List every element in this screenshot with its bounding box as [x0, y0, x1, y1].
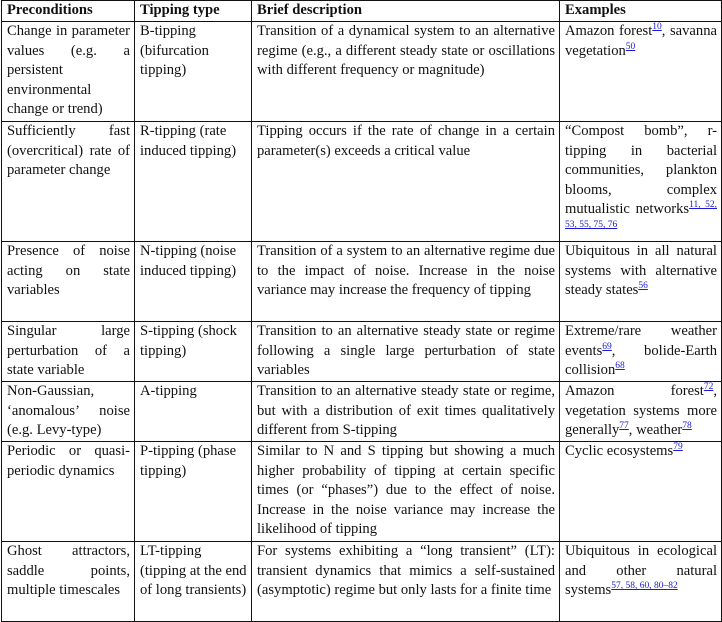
tipping-type-cell: B-tipping (bifurcation tipping) [135, 22, 252, 122]
header-preconditions: Preconditions [2, 1, 135, 22]
description-cell: Transition of a system to an alternative regime due to the impact of noise. Increase in the noise variance may increase the frequency of tipping [252, 242, 560, 322]
precondition-cell: Change in parameter values (e.g. a persistent environmental change or trend) [2, 22, 135, 122]
citation-link[interactable]: 57, 58, 60, 80–82 [611, 581, 678, 592]
tipping-type-cell: LT-tipping (tipping at the end of long transients) [135, 542, 252, 622]
citation-link[interactable]: 69 [602, 341, 612, 352]
header-tipping-type: Tipping type [135, 1, 252, 22]
example-text: , vegetation systems more generally [565, 383, 717, 439]
examples-cell [560, 442, 722, 542]
table-row [2, 442, 722, 542]
header-row [2, 1, 722, 22]
header-examples: Examples [560, 1, 722, 22]
description-cell: Transition to an alternative steady state or regime, but with a distribution of exit times qualitatively different from S-tipping [252, 382, 560, 442]
tipping-type-cell: P-tipping (phase tipping) [135, 442, 252, 542]
precondition-cell: Ghost attractors, saddle points, multiple timescales [2, 542, 135, 622]
examples-cell [560, 242, 722, 322]
citation-link[interactable]: 72 [703, 382, 714, 392]
example-text: “Compost bomb”, r-tipping in bacterial communities, plankton blooms, complex mutualistic networks [565, 123, 717, 218]
precondition-cell: Singular large perturbation of a state variable [2, 322, 135, 382]
example-text: , weather [628, 422, 683, 439]
description-cell: Transition of a dynamical system to an alternative regime (e.g., a different steady state or oscillations with different frequency or magnitude) [252, 22, 560, 122]
citation-link[interactable]: 79 [673, 442, 683, 452]
example-text: Ubiquitous in all natural systems with alternative steady states [565, 243, 717, 299]
citation-link[interactable]: 68 [615, 361, 625, 372]
citation-link[interactable]: 56 [638, 281, 648, 292]
description-cell: Transition to an alternative steady state or regime following a single large perturbation of state variables [252, 322, 560, 382]
precondition-cell: Sufficiently fast (overcritical) rate of parameter change [2, 122, 135, 242]
citation-link[interactable]: 10 [652, 22, 662, 32]
tipping-type-cell: S-tipping (shock tipping) [135, 322, 252, 382]
tipping-type-cell: A-tipping [135, 382, 252, 442]
precondition-cell: Periodic or quasi-periodic dynamics [2, 442, 135, 542]
description-cell: Tipping occurs if the rate of change in a certain parameter(s) exceeds a critical value [252, 122, 560, 242]
example-text: , bolide-Earth collision [565, 342, 717, 379]
tipping-types-table [1, 0, 722, 622]
tipping-type-cell: R-tipping (rate induced tipping) [135, 122, 252, 242]
description-cell: Similar to N and S tipping but showing a much higher probability of tipping at certain specific times (or “phases”) due to the effect of noise. Increase in the noise variance may increase the likelihood of tipping [252, 442, 560, 542]
precondition-cell: Presence of noise acting on state variables [2, 242, 135, 322]
citation-link[interactable]: 11, 52, 53, 55, 75, 76 [565, 200, 717, 230]
citation-link[interactable]: 78 [682, 421, 692, 432]
precondition-cell: Non-Gaussian, ‘anomalous’ noise (e.g. Levy-type) [2, 382, 135, 442]
table-row [2, 322, 722, 382]
table-row [2, 382, 722, 442]
examples-cell [560, 382, 722, 442]
example-text: , savanna vegetation [565, 23, 717, 59]
table-row [2, 242, 722, 322]
table-row [2, 122, 722, 242]
example-text: Ubiquitous in ecological and other natural systems [565, 543, 717, 599]
header-brief-description: Brief description [252, 1, 560, 22]
examples-cell [560, 22, 722, 122]
example-text: Extreme/rare weather events [565, 323, 717, 359]
examples-cell [560, 122, 722, 242]
table-row [2, 22, 722, 122]
example-text: Cyclic ecosystems [565, 443, 674, 459]
examples-cell [560, 542, 722, 622]
description-cell: For systems exhibiting a “long transient” (LT): transient dynamics that mimics a self-sustained (asymptotic) regime but only lasts for a finite time [252, 542, 560, 622]
examples-cell [560, 322, 722, 382]
example-text: Amazon forest [565, 383, 704, 399]
citation-link[interactable]: 50 [625, 41, 636, 52]
tipping-type-cell: N-tipping (noise induced tipping) [135, 242, 252, 322]
example-text: Amazon forest [565, 23, 653, 39]
table-row [2, 542, 722, 622]
citation-link[interactable]: 77 [619, 421, 629, 432]
